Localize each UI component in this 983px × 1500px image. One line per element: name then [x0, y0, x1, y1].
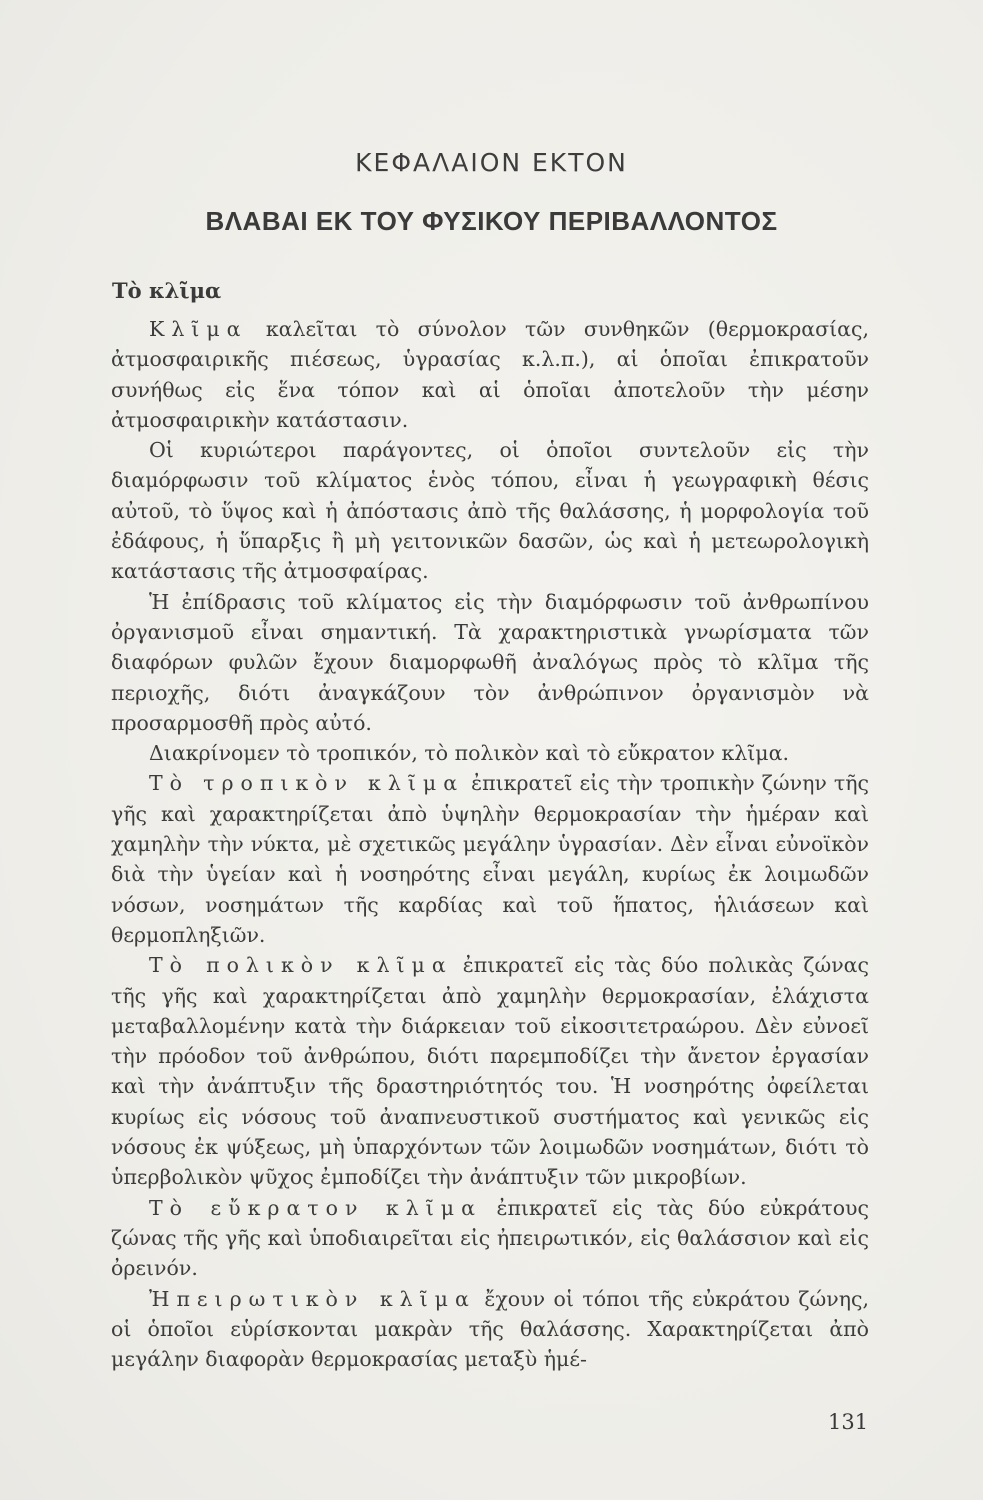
- paragraph-climate-influence: [111, 587, 869, 738]
- paragraph-tropical-climate: [111, 768, 869, 950]
- paragraph-text: ἔχουν οἱ τόποι τῆς εὐκράτου ζώνης, οἱ ὁποῖοι εὑρίσκονται μακρὰν τῆς θαλάσσης. Χαρακτηρίζεται ἀπὸ μεγάλην διαφορὰν θερμοκρασίας μεταξὺ ἡμέ-: [111, 1286, 869, 1372]
- paragraph-climate-types: [111, 738, 869, 768]
- spaced-term: Τὸ πολικὸν κλῖμα: [149, 953, 453, 978]
- paragraph-text: Ἡ ἐπίδρασις τοῦ κλίματος εἰς τὴν διαμόρφωσιν τοῦ ἀνθρωπίνου ὀργανισμοῦ εἶναι σημαντική. Τὰ χαρακτηριστικὰ γνωρίσματα τῶν διαφόρων φυλῶν ἔχουν διαμορφωθῆ ἀναλόγως πρὸς τὸ κλῖμα τῆς περιοχῆς, διότι ἀναγκάζουν τὸν ἀνθρώπινον ὀργανισμὸν νὰ προσαρμοσθῆ πρὸς αὐτό.: [111, 589, 869, 735]
- paragraph-text: Διακρίνομεν τὸ τροπικόν, τὸ πολικὸν καὶ τὸ εὔκρατον κλῖμα.: [149, 741, 789, 766]
- section-subheading: Τὸ κλῖμα: [112, 278, 222, 303]
- chapter-heading: ΚΕΦΑΛΑΙΟΝ ΕΚΤΟΝ: [355, 148, 628, 177]
- paragraph-temperate-climate: [111, 1193, 869, 1284]
- paragraph-text: καλεῖται τὸ σύνολον τῶν συνθηκῶν (θερμοκρασίας, ἀτμοσφαιρικῆς πιέσεως, ὑγρασίας κ.λ.π.), αἱ ὁποῖαι ἐπικρατοῦν συνήθως εἰς ἕνα τόπον καὶ αἱ ὁποῖαι ἀποτελοῦν τὴν μέσην ἀτμοσφαιρικὴν κατάστασιν.: [111, 317, 869, 432]
- spaced-term: Τὸ τροπικὸν κλῖμα: [149, 771, 465, 796]
- paragraph-climate-factors: [111, 435, 869, 586]
- paragraph-text: ἐπικρατεῖ εἰς τὰς δύο πολικὰς ζώνας τῆς γῆς καὶ χαρακτηρίζεται ἀπὸ χαμηλὴν θερμοκρασίαν, ἐλάχιστα μεταβαλλομένην κατὰ τὴν διάρκειαν τοῦ εἰκοσιτετραώρου. Δὲν εὐνοεῖ τὴν πρόοδον τοῦ ἀνθρώπου, διότι παρεμποδίζει τὴν ἄνετον ἐργασίαν καὶ τὴν ἀνάπτυξιν τῆς δραστηριότητός του. Ἡ νοσηρότης ὀφείλεται κυρίως εἰς νόσους τοῦ ἀναπνευστικοῦ συστήματος καὶ γενικῶς εἰς νόσους ἐκ ψύξεως, μὴ ὑπαρχόντων τῶν λοιμωδῶν νοσημάτων, διότι τὸ ὑπερβολικὸν ψῦχος ἐμποδίζει τὴν ἀνάπτυξιν τῶν μικροβίων.: [111, 953, 869, 1190]
- paragraph-text: Οἱ κυριώτεροι παράγοντες, οἱ ὁποῖοι συντελοῦν εἰς τὴν διαμόρφωσιν τοῦ κλίματος ἑνὸς τόπου, εἶναι ἡ γεωγραφικὴ θέσις αὐτοῦ, τὸ ὕψος καὶ ἡ ἀπόστασις ἀπὸ τῆς θαλάσσης, ἡ μορφολογία τοῦ ἐδάφους, ἡ ὕπαρξις ἢ μὴ γειτονικῶν δασῶν, ὡς καὶ ἡ μετεωρολογικὴ κατάστασις τῆς ἀτμοσφαίρας.: [111, 438, 869, 584]
- paragraph-climate-definition: [111, 314, 869, 435]
- spaced-term: Τὸ εὔκρατον κλῖμα: [149, 1195, 482, 1220]
- chapter-title: ΒΛΑΒΑΙ ΕΚ ΤΟΥ ΦΥΣΙΚΟΥ ΠΕΡΙΒΑΛΛΟΝΤΟΣ: [205, 206, 778, 236]
- paragraph-text: ἐπικρατεῖ εἰς τὰς δύο εὐκράτους ζώνας τῆς γῆς καὶ ὑποδιαιρεῖται εἰς ἠπειρωτικόν, εἰς θαλάσσιον καὶ εἰς ὀρεινόν.: [111, 1195, 869, 1281]
- spaced-term: Κλῖμα: [149, 317, 248, 341]
- paragraph-text: ἐπικρατεῖ εἰς τὴν τροπικὴν ζώνην τῆς γῆς καὶ χαρακτηρίζεται ἀπὸ ὑψηλὴν θερμοκρασίαν τὴν ἡμέραν καὶ χαμηλὴν τὴν νύκτα, μὲ σχετικῶς μεγάλην ὑγρασίαν. Δὲν εἶναι εὐνοϊκὸν διὰ τὴν ὑγείαν καὶ ἡ νοσηρότης εἶναι μεγάλη, κυρίως ἐκ λοιμωδῶν νόσων, νοσημάτων τῆς καρδίας καὶ τοῦ ἥπατος, ἡλιάσεων καὶ θερμοπληξιῶν.: [111, 771, 870, 947]
- paragraph-continental-climate: [111, 1284, 869, 1375]
- paragraph-polar-climate: [111, 950, 869, 1192]
- spaced-term: Ἠπειρωτικὸν κλῖμα: [149, 1286, 476, 1311]
- page-number: 131: [828, 1410, 869, 1434]
- body-text: [111, 314, 869, 1374]
